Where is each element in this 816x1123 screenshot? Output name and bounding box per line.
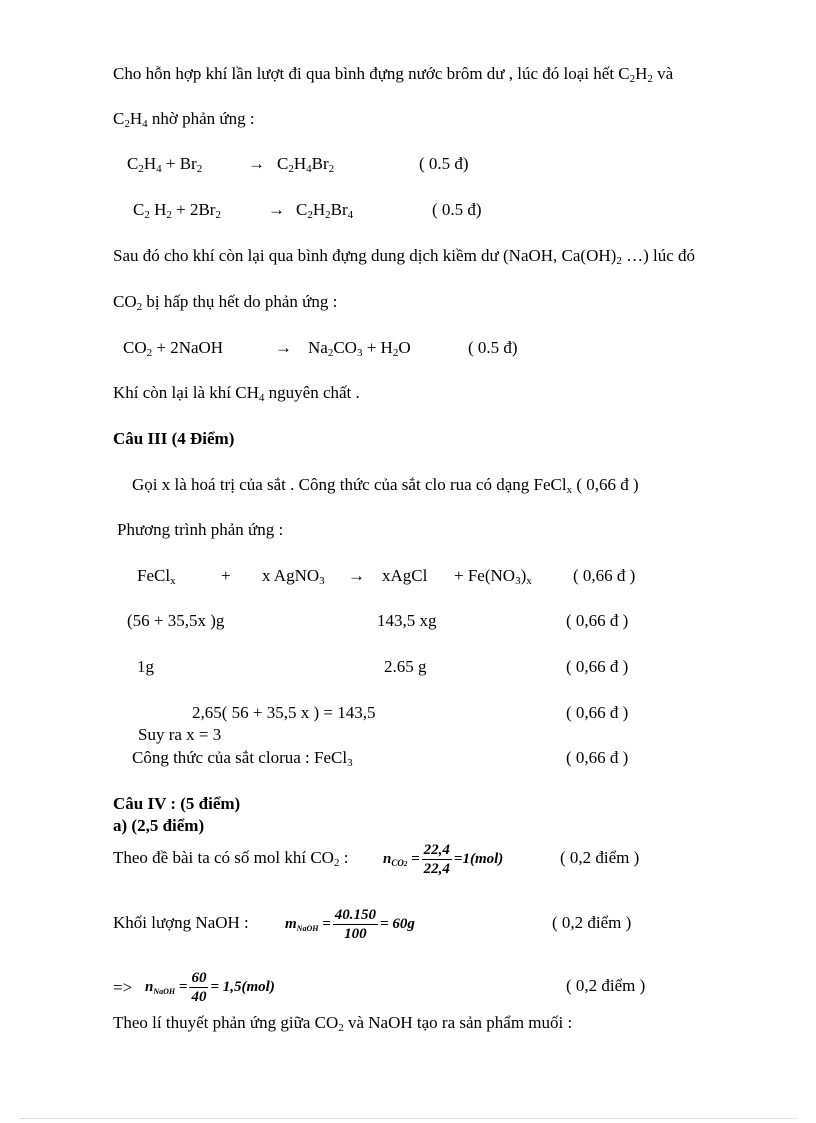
sub: 2 [136, 301, 143, 313]
reaction-c2h2-lhs [133, 200, 221, 220]
reaction-feno3 [454, 566, 532, 586]
mol-co2-line [113, 848, 348, 868]
text: + Br [161, 154, 197, 173]
reaction-c2h4-lhs [127, 154, 202, 174]
sub: 4 [306, 163, 312, 175]
text: H [143, 154, 157, 173]
score: ( 0,66 đ ) [566, 748, 629, 767]
mass-fecl: (56 + 35,5x )g [127, 611, 225, 630]
text: ) [520, 566, 527, 585]
paragraph-theory [113, 1013, 572, 1033]
result: =1(mol) [453, 851, 504, 867]
sub: 2 [146, 347, 153, 359]
text: Cho hỗn hợp khí lần lượt đi qua bình đựng nước brôm dư , lúc đó loại hết C [113, 64, 630, 83]
section-heading-4: Câu IV : (5 điểm) [113, 794, 241, 813]
text: C [133, 200, 145, 219]
text: nguyên chất . [264, 383, 360, 402]
text: C [127, 154, 139, 173]
text: FeCl [137, 566, 171, 585]
var: n [383, 851, 392, 867]
result: = 60g [380, 916, 415, 932]
score: ( 0,66 đ ) [573, 566, 636, 585]
sub: 4 [347, 209, 354, 221]
text: C [277, 154, 289, 173]
score: ( 0.5 đ) [419, 154, 469, 173]
reaction-arrow: → [275, 338, 292, 357]
sub: 2 [307, 209, 313, 221]
sub: 2 [144, 209, 150, 221]
text: + 2Br [171, 200, 216, 219]
sub: x [170, 575, 176, 587]
sub: 2 [647, 73, 653, 85]
text: Na [308, 338, 328, 357]
text: ( 0,66 đ ) [572, 475, 639, 494]
page-bottom-divider [20, 1118, 796, 1119]
sub: 2 [327, 347, 334, 359]
sub: 3 [319, 575, 325, 587]
text: CO [123, 338, 147, 357]
sub: 2 [328, 163, 335, 175]
reaction-fecl [137, 566, 176, 586]
equals: = [175, 979, 188, 995]
numerator: 60 [191, 969, 207, 986]
sub: 2 [325, 209, 331, 221]
mass-naoh-line: Khối lượng NaOH : [113, 913, 249, 932]
sub: 2 [138, 163, 144, 175]
reaction-plus: + [221, 566, 231, 585]
text: nhờ phản ứng : [147, 109, 255, 128]
sub: 4 [156, 163, 162, 175]
reaction-c2h4-rhs [277, 154, 334, 174]
paragraph-ch4 [113, 383, 360, 403]
reaction-agno3 [262, 566, 325, 586]
text: C [113, 109, 125, 128]
paragraph-bromine [113, 64, 673, 84]
equals: = [407, 851, 420, 867]
reaction-co2-naoh [123, 338, 223, 358]
text: bị hấp thụ hết do phản ứng : [142, 292, 338, 311]
equals: = [318, 916, 331, 932]
text: + H [362, 338, 393, 357]
text: và [652, 64, 674, 83]
text: Theo lí thuyết phản ứng giữa CO [113, 1013, 339, 1032]
text: Br [330, 200, 348, 219]
text: Công thức của sắt clorua : FeCl [132, 748, 348, 767]
sub: 2 [288, 163, 294, 175]
text: H [312, 200, 326, 219]
sub: 4 [258, 392, 265, 404]
mass-agcl: 143,5 xg [377, 611, 437, 630]
text: Theo đề bài ta có số mol khí CO [113, 848, 334, 867]
formula-result [132, 748, 353, 768]
score: ( 0,66 đ ) [566, 703, 629, 722]
score: ( 0,66 đ ) [566, 657, 629, 676]
text: và NaOH tạo ra sản phẩm muối : [343, 1013, 573, 1032]
fraction [333, 907, 378, 942]
sub: 2 [403, 860, 408, 868]
subsection-a: a) (2,5 điểm) [113, 816, 205, 835]
denominator: 100 [344, 925, 367, 942]
score: ( 0.5 đ) [468, 338, 518, 357]
var: n [145, 979, 154, 995]
fraction [189, 970, 208, 1005]
denominator: 40 [191, 988, 207, 1005]
text: …) lúc đó [621, 246, 695, 265]
score: ( 0.5 đ) [432, 200, 482, 219]
text: Gọi x là hoá trị của sắt . Công thức của sắt clo rua có dạng FeCl [132, 475, 567, 494]
mol-co2-formula [383, 838, 503, 879]
equation-solve: 2,65( 56 + 35,5 x ) = 143,5 [192, 703, 376, 722]
score: ( 0,66 đ ) [566, 611, 629, 630]
paragraph-ethylene [113, 109, 255, 129]
text: H [293, 154, 307, 173]
sub: 2 [215, 209, 221, 221]
sub: 2 [333, 857, 340, 869]
score: ( 0,2 điểm ) [552, 913, 632, 932]
text: CO [391, 858, 404, 868]
reaction-c2h2-rhs [296, 200, 353, 220]
sub: 4 [142, 118, 148, 130]
result-x: Suy ra x = 3 [138, 725, 222, 744]
mass-265: 2.65 g [384, 657, 427, 676]
paragraph-valence [132, 475, 639, 495]
var: m [285, 916, 297, 932]
sub: 2 [166, 209, 172, 221]
mol-naoh-prefix: => [113, 978, 133, 997]
paragraph-alkali [113, 246, 695, 266]
sub: 3 [347, 757, 353, 769]
section-heading-3: Câu III (4 Điểm) [113, 429, 235, 448]
text: : [339, 848, 349, 867]
sub: 2 [616, 255, 622, 267]
mass-1g: 1g [137, 657, 154, 676]
reaction-co2-products [308, 338, 411, 358]
sub: NaOH [296, 924, 319, 933]
sub: 2 [196, 163, 203, 175]
score: ( 0,2 điểm ) [566, 976, 646, 995]
text: + Fe(NO [454, 566, 516, 585]
sub: 2 [124, 118, 130, 130]
numerator: 22,4 [423, 841, 450, 858]
text: H [635, 64, 648, 83]
sub: 3 [515, 575, 521, 587]
text: Br [311, 154, 329, 173]
text: x AgNO [262, 566, 320, 585]
text: CO [113, 292, 137, 311]
reaction-arrow: → [348, 566, 365, 585]
sub: 2 [392, 347, 399, 359]
numerator: 40.150 [334, 906, 377, 923]
reaction-arrow: → [248, 154, 265, 173]
score: ( 0,2 điểm ) [560, 848, 640, 867]
text: O [398, 338, 411, 357]
text: + 2NaOH [152, 338, 224, 357]
text: Sau đó cho khí còn lại qua bình đựng dung dịch kiềm dư (NaOH, Ca(OH) [113, 246, 617, 265]
reaction-arrow: → [268, 200, 285, 219]
mol-naoh-formula [145, 966, 275, 1007]
sub: x [526, 575, 532, 587]
text: H [129, 109, 143, 128]
text: Khí còn lại là khí CH [113, 383, 259, 402]
sub: x [566, 484, 573, 496]
sub: 2 [629, 73, 636, 85]
sub: 2 [338, 1022, 344, 1034]
denominator: 22,4 [423, 860, 450, 877]
paragraph-co2-absorbed [113, 292, 337, 312]
paragraph-equation-title: Phương trình phản ứng : [117, 520, 284, 539]
text: CO [333, 338, 357, 357]
sub: 3 [356, 347, 363, 359]
sub [391, 858, 407, 868]
fraction [422, 842, 452, 877]
sub: NaOH [153, 987, 176, 996]
text: H [149, 200, 167, 219]
reaction-agcl: xAgCl [382, 566, 428, 585]
mass-naoh-formula [285, 903, 415, 944]
text: C [296, 200, 308, 219]
result: = 1,5(mol) [210, 979, 275, 995]
